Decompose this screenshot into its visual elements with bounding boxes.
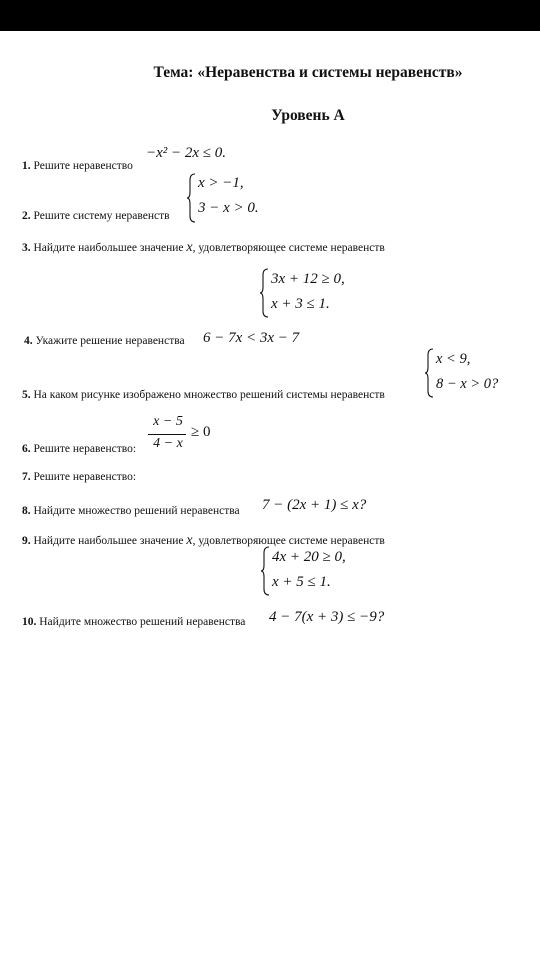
task-10-math: 4 − 7(x + 3) ≤ −9? xyxy=(269,609,385,625)
task-8-label xyxy=(22,505,240,517)
task-4-number: 4. xyxy=(24,335,33,347)
task-6-label xyxy=(22,443,136,455)
task-3-text-2: , удовлетворяющее системе неравенств xyxy=(192,242,385,254)
brace-icon xyxy=(259,268,269,318)
task-1-trail: . xyxy=(222,145,227,161)
task-7-label xyxy=(22,471,136,483)
task-2-label xyxy=(22,210,170,222)
task-2-number: 2. xyxy=(22,210,31,222)
task-5-line-1: x < 9, xyxy=(436,351,471,367)
task-1-number: 1. xyxy=(22,160,31,172)
task-7-number: 7. xyxy=(22,471,31,483)
task-1-label xyxy=(22,160,133,172)
brace-icon xyxy=(186,173,196,223)
task-1-math xyxy=(146,145,226,162)
task-3-variable: x xyxy=(186,240,193,255)
level-heading: Уровень А xyxy=(271,107,345,124)
task-4-label xyxy=(24,335,185,347)
brace-icon xyxy=(424,348,434,398)
task-3-line-2: x + 3 ≤ 1. xyxy=(271,296,330,312)
task-7-text: Решите неравенство: xyxy=(33,471,137,483)
task-5-line-2: 8 − x > 0? xyxy=(436,376,499,392)
task-9-variable: x xyxy=(186,533,193,548)
task-9-line-2: x + 5 ≤ 1. xyxy=(272,574,331,590)
task-6-denominator: 4 − x xyxy=(153,436,183,451)
task-2-line-1: x > −1, xyxy=(198,175,244,191)
task-5-label xyxy=(22,389,385,401)
task-8-math: 7 − (2x + 1) ≤ x? xyxy=(262,497,367,513)
task-5-number: 5. xyxy=(22,389,31,401)
task-5-text: На каком рисунке изображено множество решений системы неравенств xyxy=(33,389,385,401)
task-9-label xyxy=(22,533,385,549)
task-6-rhs: ≥ 0 xyxy=(191,424,211,440)
task-8-text: Найдите множество решений неравенства xyxy=(33,505,240,517)
task-9-text-2: , удовлетворяющее системе неравенств xyxy=(192,535,385,547)
task-9-number: 9. xyxy=(22,535,31,547)
task-10-number: 10. xyxy=(22,616,37,628)
task-8-number: 8. xyxy=(22,505,31,517)
task-3-number: 3. xyxy=(22,242,31,254)
task-2-line-2: 3 − x > 0. xyxy=(198,200,259,216)
task-4-text: Укажите решение неравенства xyxy=(35,335,185,347)
task-2-text: Решите систему неравенств xyxy=(33,210,170,222)
task-10-label xyxy=(22,616,245,628)
task-6-numerator: x − 5 xyxy=(153,414,183,429)
task-10-text: Найдите множество решений неравенства xyxy=(39,616,246,628)
task-6-number: 6. xyxy=(22,443,31,455)
task-3-text: Найдите наибольшее значение xyxy=(33,242,184,254)
task-1-inequality: −x² − 2x ≤ 0 xyxy=(146,145,223,161)
status-bar xyxy=(0,0,540,31)
task-9-line-1: 4x + 20 ≥ 0, xyxy=(272,549,346,565)
page-title: Тема: «Неравенства и системы неравенств» xyxy=(153,64,463,81)
fraction-bar xyxy=(148,434,186,435)
brace-icon xyxy=(260,546,270,596)
task-3-label xyxy=(22,240,385,256)
task-6-text: Решите неравенство: xyxy=(33,443,137,455)
task-4-math: 6 − 7x < 3x − 7 xyxy=(203,330,300,346)
task-1-text: Решите неравенство xyxy=(33,160,133,172)
task-9-text: Найдите наибольшее значение xyxy=(33,535,184,547)
task-3-line-1: 3x + 12 ≥ 0, xyxy=(271,271,345,287)
